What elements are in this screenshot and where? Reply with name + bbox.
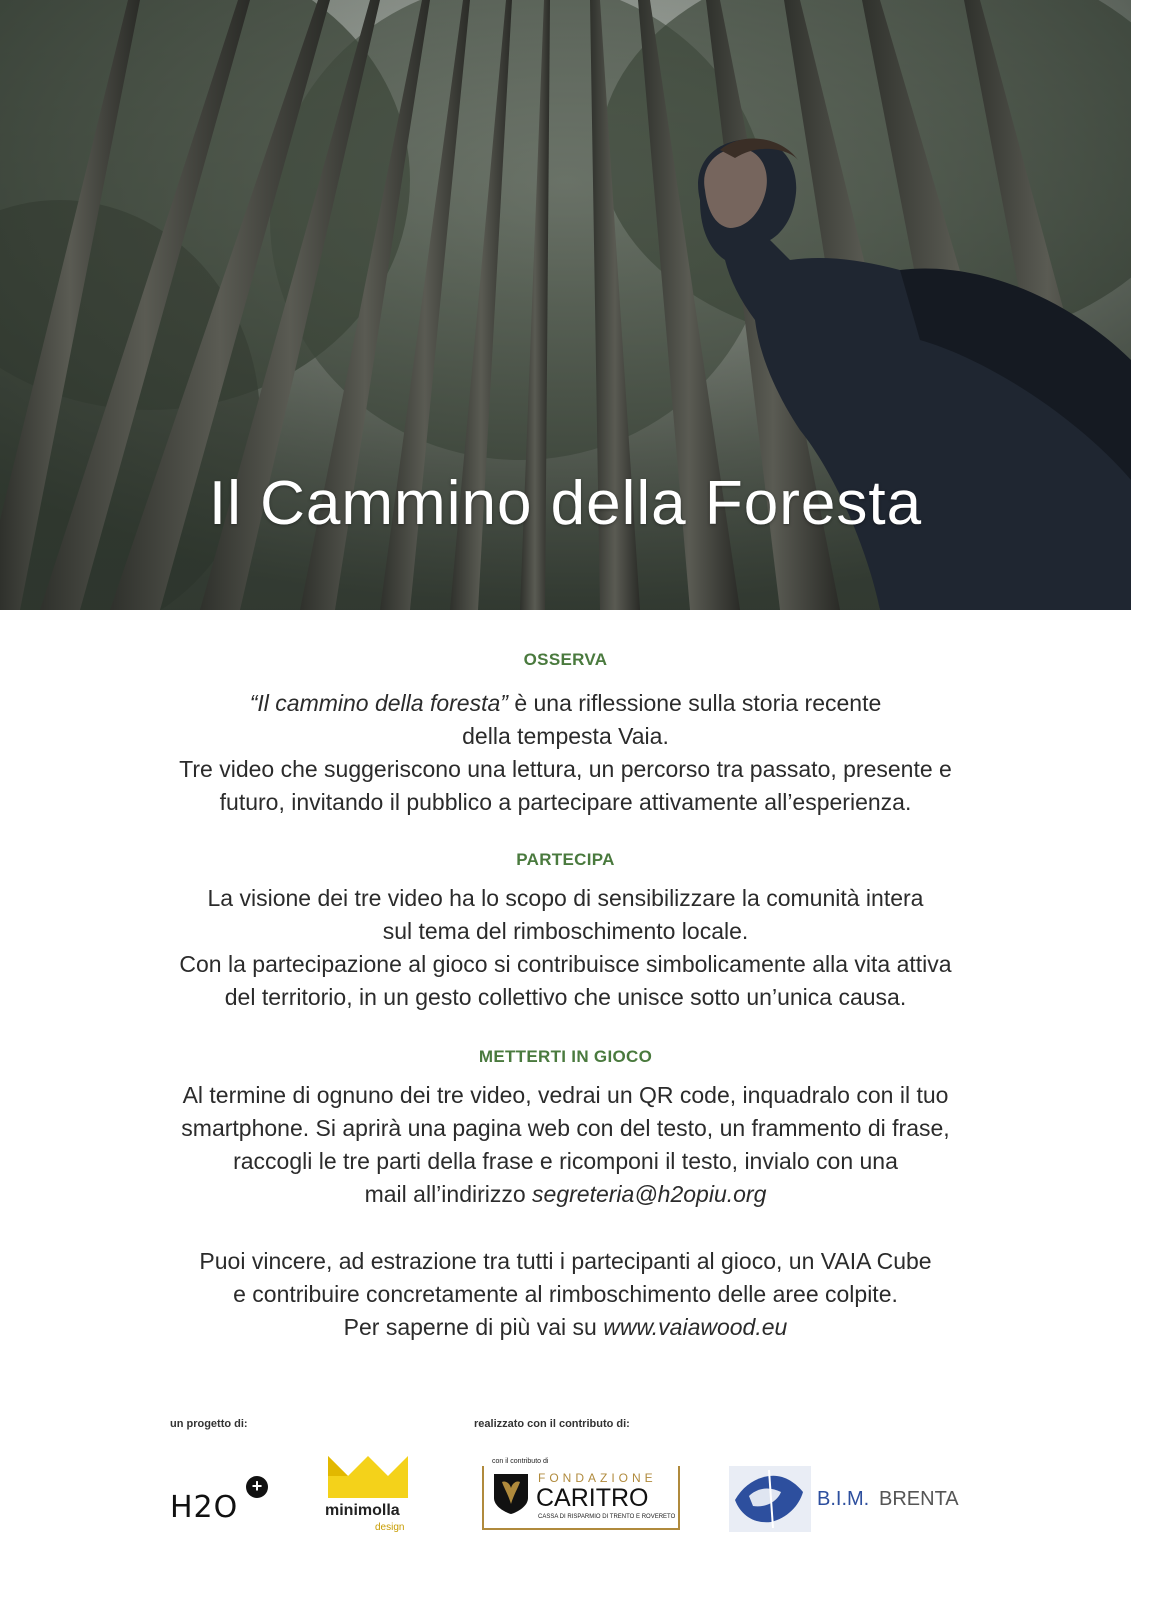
paragraph-line: Al termine di ognuno dei tre video, vedrai un QR code, inquadralo con il tuo (182, 1082, 949, 1108)
bim-brenta-logo (729, 1466, 969, 1532)
h2o-text: H2O (170, 1490, 239, 1525)
caritro-line3: CASSA DI RISPARMIO DI TRENTO E ROVERETO (538, 1514, 676, 1520)
paragraph-line (0, 1311, 1131, 1344)
bim-name: BRENTA (879, 1488, 959, 1510)
eagle-shield-icon (494, 1474, 528, 1514)
section-metterti-in-gioco (0, 1047, 1131, 1211)
paragraph-line (0, 1178, 1131, 1211)
paragraph-line: raccogli le tre parti della frase e ricomponi il testo, invialo con una (233, 1148, 898, 1174)
caritro-line1: FONDAZIONE (538, 1471, 657, 1485)
caritro-line2: CARITRO (536, 1484, 649, 1512)
email-link[interactable]: segreteria@h2opiu.org (532, 1181, 767, 1207)
h2o-logo (170, 1476, 280, 1526)
minimolla-sub: design (375, 1522, 405, 1533)
section-title: PARTECIPA (516, 850, 615, 869)
paragraph-line: Tre video che suggeriscono una lettura, un percorso tra passato, presente e (179, 756, 952, 782)
minimolla-name: minimolla (325, 1502, 400, 1519)
paragraph-line: Puoi vincere, ad estrazione tra tutti i partecipanti al gioco, un VAIA Cube (199, 1248, 932, 1274)
minimolla-logo (325, 1456, 415, 1540)
bim-prefix: B.I.M. (817, 1488, 870, 1510)
section-title: OSSERVA (523, 650, 608, 669)
hero-image (0, 0, 1131, 610)
paragraph-line: Con la partecipazione al gioco si contribuisce simbolicamente alla vita attiva (179, 951, 952, 977)
crown-icon (328, 1456, 408, 1498)
caritro-logo (478, 1456, 678, 1532)
paragraph-line: della tempesta Vaia. (462, 723, 669, 749)
contribution-label: realizzato con il contributo di: (474, 1418, 630, 1430)
map-icon (729, 1466, 811, 1532)
section-osserva (0, 650, 1131, 819)
paragraph-line (0, 687, 1131, 720)
paragraph-line: futuro, invitando il pubblico a partecipare attivamente all’esperienza. (219, 789, 912, 815)
website-link[interactable]: www.vaiawood.eu (603, 1314, 788, 1340)
italic-phrase: “Il cammino della foresta” (249, 690, 508, 716)
page-title: Il Cammino della Foresta (208, 469, 923, 538)
section-title: METTERTI IN GIOCO (478, 1047, 653, 1066)
paragraph-line: del territorio, in un gesto collettivo che unisce sotto un’unica causa. (224, 984, 907, 1010)
line-text: è una riflessione sulla storia recente (507, 690, 882, 716)
section-prize (0, 1245, 1131, 1344)
paragraph-line: sul tema del rimboschimento locale. (382, 918, 749, 944)
caritro-top-text: con il contributo di (492, 1458, 549, 1465)
paragraph-line: smartphone. Si aprirà una pagina web con del testo, un frammento di frase, (181, 1115, 950, 1141)
plus-icon: + (246, 1476, 268, 1498)
paragraph-line: La visione dei tre video ha lo scopo di sensibilizzare la comunità intera (207, 885, 924, 911)
line-text: mail all’indirizzo (364, 1181, 533, 1207)
line-text: Per saperne di più vai su (343, 1314, 604, 1340)
section-partecipa (0, 850, 1131, 1014)
paragraph-line: e contribuire concretamente al rimboschimento delle aree colpite. (233, 1281, 898, 1307)
project-label: un progetto di: (170, 1418, 248, 1430)
